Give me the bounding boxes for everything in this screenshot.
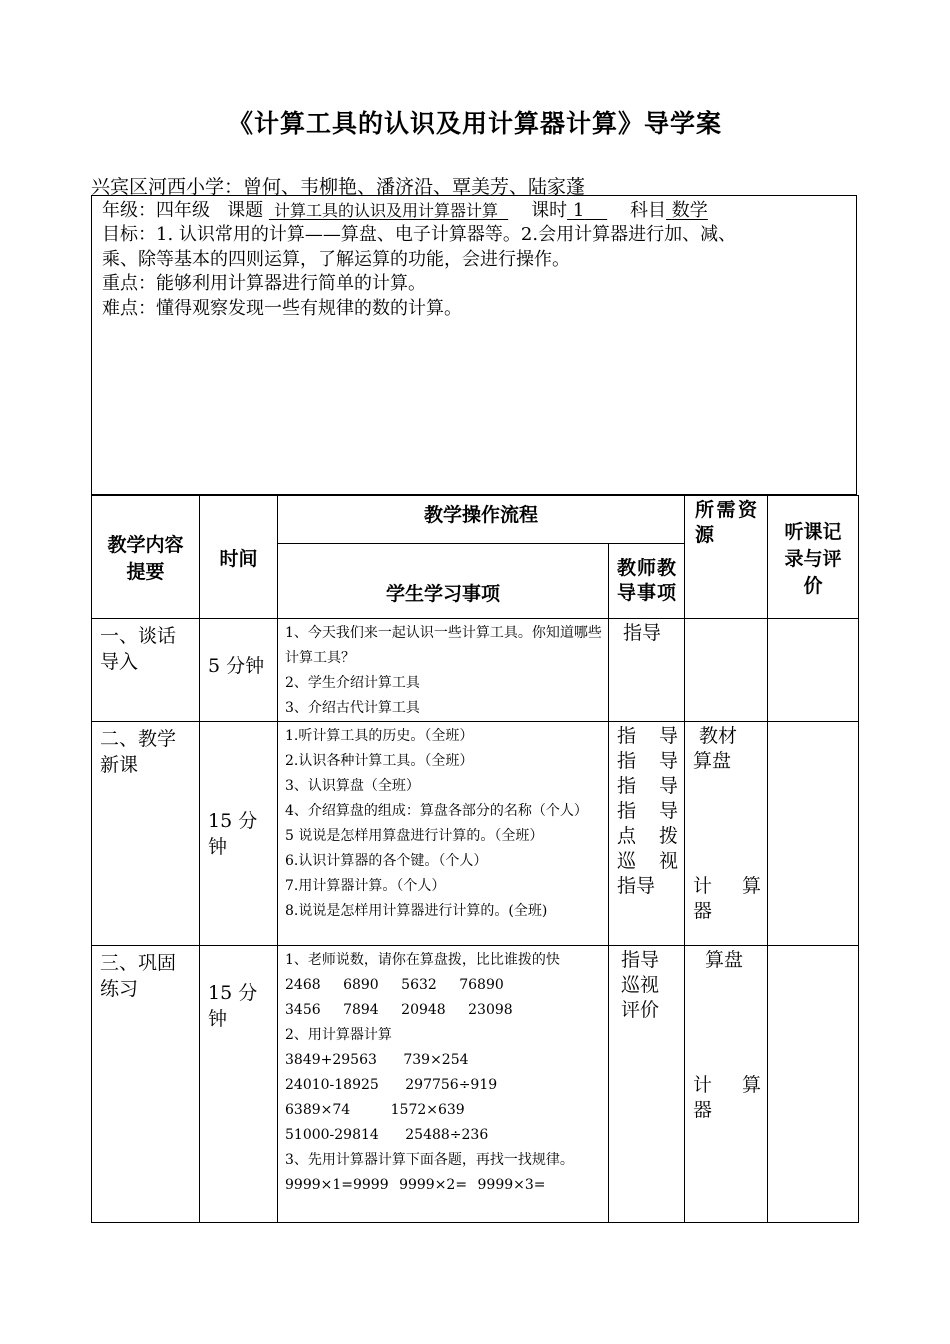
section-time: 15 分钟 bbox=[200, 722, 278, 946]
teacher-guidance: 指导 巡视 评价 bbox=[609, 946, 685, 1223]
resources-cell: 算盘 计 算 器 bbox=[685, 946, 768, 1223]
section-row-3 bbox=[92, 946, 859, 1223]
header-flow: 教学操作流程 bbox=[278, 496, 685, 544]
resources-cell bbox=[685, 619, 768, 722]
header-time: 时间 bbox=[200, 496, 278, 619]
student-items: 1.听计算工具的历史。（全班） 2.认识各种计算工具。（全班） 3、认识算盘（全班） 4、介绍算盘的组成：算盘各部分的名称（个人） 5 说说是怎样用算盘进行计算的。（全班） 6.认识计算器的各个键。（个人） 7.用计算器计算。（个人） 8.说说是怎样用计算器进行计算的。(全班) bbox=[278, 722, 609, 946]
header-resources: 所需资源 bbox=[685, 496, 768, 619]
subject-label: 科目 bbox=[630, 200, 667, 221]
topic-value: 计算工具的认识及用计算器计算 bbox=[274, 201, 499, 220]
student-items: 1、老师说数，请你在算盘拨，比比谁拨的快 2468 6890 5632 76890 3456 7894 20948 23098 2、用计算器计算 3849+29563 739×254 24010-18925 297756÷919 6389×74 1572×639 51000-29814 25488÷236 3、先用计算器计算下面各题，再找一找规律。 9999×1=9999 9999×2= 9999×3= bbox=[278, 946, 609, 1223]
grade-label: 年级： bbox=[102, 200, 156, 221]
notes-cell bbox=[768, 722, 859, 946]
page-title: 《计算工具的认识及用计算器计算》导学案 bbox=[227, 109, 722, 138]
notes-cell bbox=[768, 946, 859, 1223]
info-line-grade bbox=[102, 199, 708, 223]
authors-line: 兴宾区河西小学：曾何、韦柳艳、潘济沿、覃美芳、陆家蓬 bbox=[91, 176, 586, 198]
section-name: 三、巩固练习 bbox=[92, 946, 200, 1223]
teacher-guidance: 指导 bbox=[609, 619, 685, 722]
grade-value: 四年级 bbox=[156, 200, 210, 221]
section-name: 一、谈话导入 bbox=[92, 619, 200, 722]
header-notes: 听课记录与评价 bbox=[768, 496, 859, 619]
section-time: 15 分钟 bbox=[200, 946, 278, 1223]
difficulty: 难点：懂得观察发现一些有规律的数的计算。 bbox=[102, 298, 462, 319]
topic-label: 课题 bbox=[227, 200, 264, 221]
period-value: 1 bbox=[572, 200, 585, 221]
header-student: 学生学习事项 bbox=[278, 544, 609, 619]
period-label: 课时 bbox=[531, 200, 568, 221]
teacher-guidance: 指 导 指 导 指 导 指 导 点 拨 巡 视 指导 bbox=[609, 722, 685, 946]
goal-line-1: 目标：1. 认识常用的计算——算盘、电子计算器等。2.会用计算器进行加、减、 bbox=[102, 224, 737, 245]
section-time: 5 分钟 bbox=[200, 619, 278, 722]
subject-value: 数学 bbox=[671, 200, 708, 221]
notes-cell bbox=[768, 619, 859, 722]
section-name: 二、教学新课 bbox=[92, 722, 200, 946]
header-content: 教学内容提要 bbox=[92, 496, 200, 619]
lesson-info-box bbox=[91, 195, 857, 495]
key-point: 重点：能够利用计算器进行简单的计算。 bbox=[102, 273, 426, 294]
resources-cell: 教材 算盘 计 算 器 bbox=[685, 722, 768, 946]
goal-line-2: 乘、除等基本的四则运算，了解运算的功能，会进行操作。 bbox=[102, 249, 570, 270]
student-items: 1、今天我们来一起认识一些计算工具。你知道哪些计算工具？ 2、学生介绍计算工具 3、介绍古代计算工具 bbox=[278, 619, 609, 722]
section-row-1 bbox=[92, 619, 859, 722]
section-row-2 bbox=[92, 722, 859, 946]
header-teacher: 教师教导事项 bbox=[609, 544, 685, 619]
lesson-flow-table bbox=[91, 495, 859, 1223]
